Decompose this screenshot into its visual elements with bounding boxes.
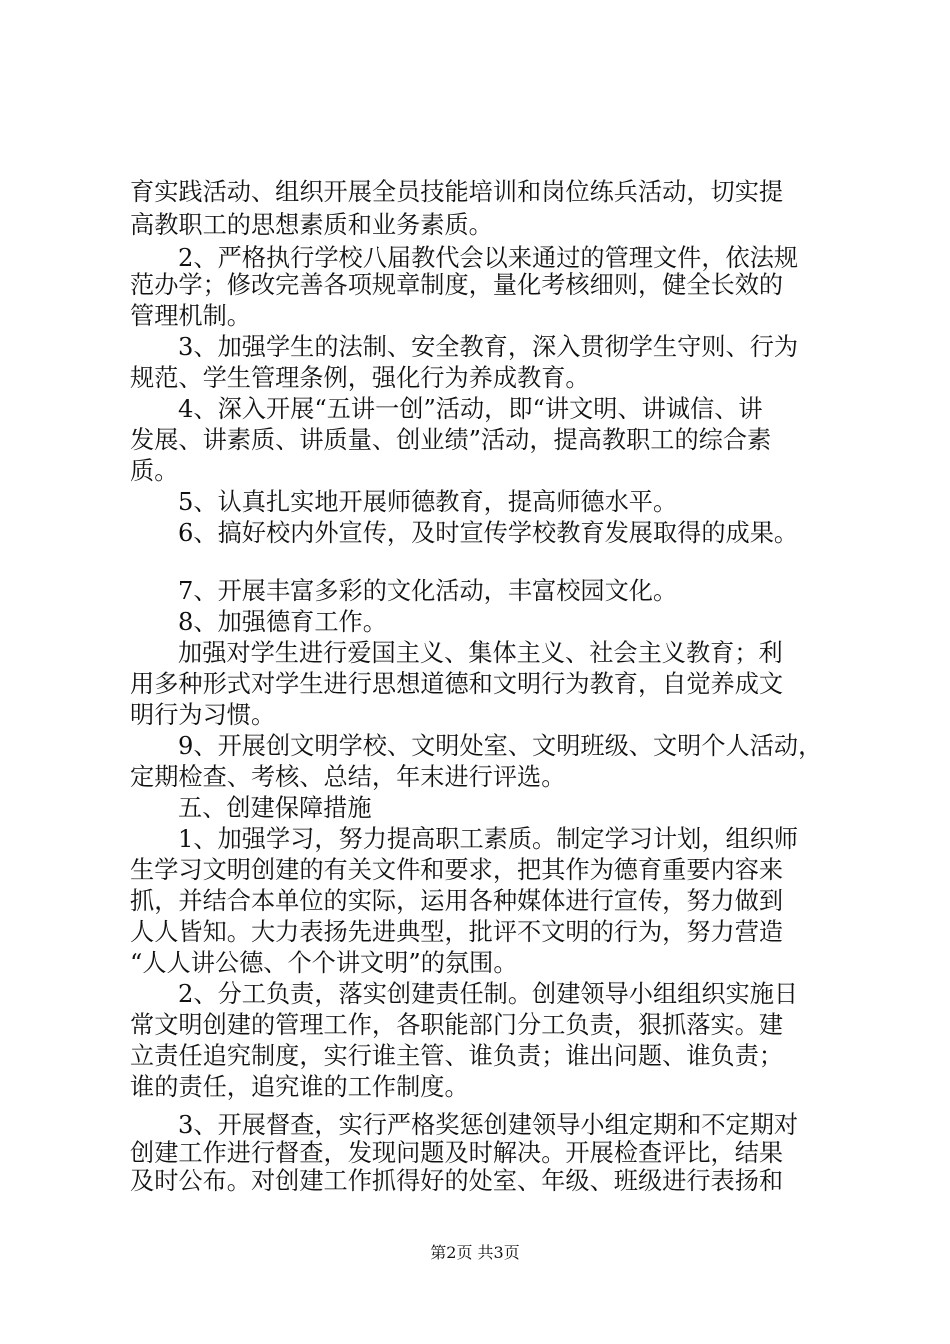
text-line: 创建工作进行督查，发现问题及时解决。开展检查评比，结果 [130,1139,784,1167]
text-line: 用多种形式对学生进行思想道德和文明行为教育，自觉养成文 [130,670,784,698]
text-line: 及时公布。对创建工作抓得好的处室、年级、班级进行表扬和 [130,1167,784,1195]
text-line: 4、深入开展“五讲一创”活动，即“讲文明、讲诚信、讲 [178,395,763,423]
text-line: 发展、讲素质、讲质量、创业绩”活动，提高教职工的综合素 [130,426,772,454]
text-line: 常文明创建的管理工作，各职能部门分工负责，狠抓落实。建 [130,1011,784,1039]
text-line: 育实践活动、组织开展全员技能培训和岗位练兵活动，切实提 [130,178,784,206]
text-line: 8、加强德育工作。 [178,608,387,636]
text-line: 高教职工的思想素质和业务素质。 [130,211,493,239]
text-line: 谁的责任，追究谁的工作制度。 [130,1073,469,1101]
page-footer: 第2页 共3页 [430,1243,520,1262]
text-line: 管理机制。 [130,302,251,330]
text-line: 立责任追究制度，实行谁主管、谁负责；谁出问题、谁负责； [130,1042,784,1070]
text-line: 5、认真扎实地开展师德教育，提高师德水平。 [178,488,678,516]
text-line: 6、搞好校内外宣传，及时宣传学校教育发展取得的成果。 [178,519,799,547]
text-line: 质。 [130,457,179,485]
text-line: 生学习文明创建的有关文件和要求，把其作为德育重要内容来 [130,856,784,884]
text-line: 人人皆知。大力表扬先进典型，批评不文明的行为，努力营造 [130,918,784,946]
text-line: 3、开展督查，实行严格奖惩创建领导小组定期和不定期对 [178,1111,799,1139]
text-line: 加强对学生进行爱国主义、集体主义、社会主义教育；利 [178,639,783,667]
text-line: 定期检查、考核、总结，年末进行评选。 [130,763,566,791]
text-line: 规范、学生管理条例，强化行为养成教育。 [130,364,590,392]
text-line: 3、加强学生的法制、安全教育，深入贯彻学生守则、行为 [178,333,799,361]
section-heading: 五、创建保障措施 [178,794,372,822]
text-line: 9、开展创文明学校、文明处室、文明班级、文明个人活动， [178,732,823,760]
text-line: 7、开展丰富多彩的文化活动，丰富校园文化。 [178,577,678,605]
text-line: “人人讲公德、个个讲文明”的氛围。 [130,949,518,977]
text-line: 2、分工负责，落实创建责任制。创建领导小组组织实施日 [178,980,799,1008]
text-line: 范办学；修改完善各项规章制度，量化考核细则，健全长效的 [130,271,784,299]
text-line: 抓，并结合本单位的实际，运用各种媒体进行宣传，努力做到 [130,887,784,915]
text-line: 1、加强学习，努力提高职工素质。制定学习计划，组织师 [178,825,799,853]
text-line: 2、严格执行学校八届教代会以来通过的管理文件，依法规 [178,244,799,272]
text-line: 明行为习惯。 [130,701,276,729]
